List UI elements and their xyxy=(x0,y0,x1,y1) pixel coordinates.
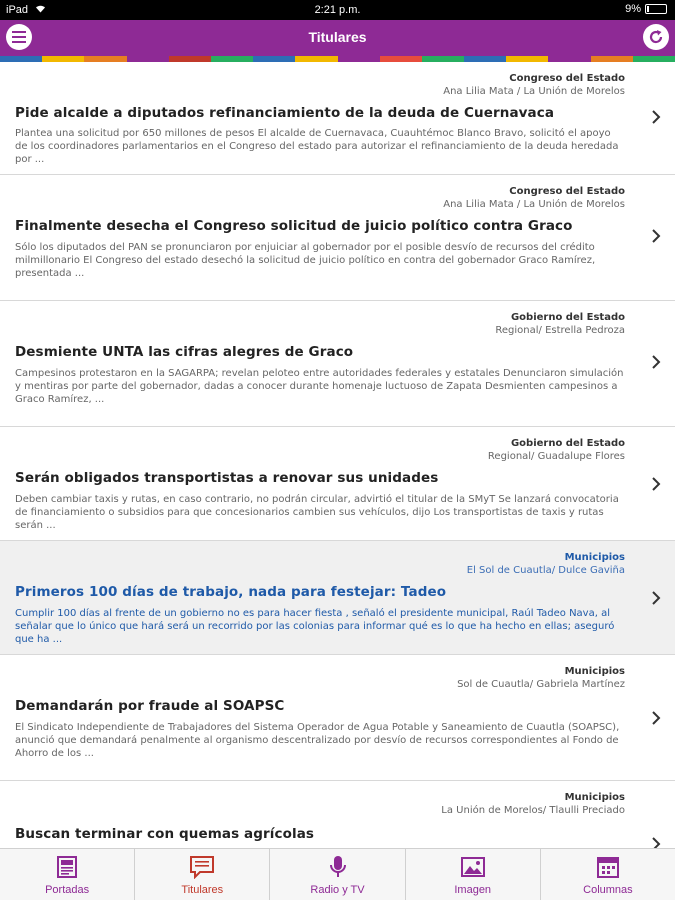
article-summary: Plantea una solicitud por 650 millones de pesos El alcalde de Cuernavaca, Cuauhtémoc Blanco Bravo, solicitó el apoyo de los coordinadores parlamentarios en el Congreso del estado para autorizar el refinanciamiento de la deuda heredada por ... xyxy=(15,128,619,165)
chevron-right-icon[interactable] xyxy=(649,355,663,369)
calendar-icon xyxy=(595,855,621,879)
article-headline[interactable]: Primeros 100 días de trabajo, nada para festejar: Tadeo xyxy=(15,584,447,600)
article-headline[interactable]: Pide alcalde a diputados refinanciamiento de la deuda de Cuernavaca xyxy=(15,105,555,121)
article-section: Gobierno del Estado xyxy=(510,438,625,449)
chevron-right-icon[interactable] xyxy=(649,110,663,124)
article-item[interactable] xyxy=(0,781,675,848)
chevron-right-icon[interactable] xyxy=(649,837,663,848)
article-author: El Sol de Cuautla/ Dulce Gaviña xyxy=(466,565,625,576)
article-author: La Unión de Morelos/ Tlaulli Preciado xyxy=(441,805,625,816)
newspaper-icon xyxy=(54,855,80,879)
article-summary: Campesinos protestaron en la SAGARPA; revelan peloteo entre autoridades federales y estatales Denunciaron simulación y mentiras por parte del gobernador, dadas a conocer durante homenaje luctuoso de Zapata Desmienten campesinos a Graco Ramírez, ... xyxy=(15,368,624,405)
battery-percent: 9% xyxy=(625,3,641,15)
chevron-right-icon[interactable] xyxy=(649,477,663,491)
tab-label: Portadas xyxy=(45,884,90,896)
speech-bubble-icon xyxy=(189,855,215,879)
tab-columnas[interactable] xyxy=(541,849,675,900)
microphone-icon xyxy=(325,855,351,879)
clock: 2:21 p.m. xyxy=(314,4,361,16)
article-headline[interactable]: Buscan terminar con quemas agrícolas xyxy=(15,826,315,842)
article-item[interactable] xyxy=(0,427,675,541)
article-author: Sol de Cuautla/ Gabriela Martínez xyxy=(457,679,625,690)
chevron-right-icon[interactable] xyxy=(649,591,663,605)
tab-label: Imagen xyxy=(454,884,492,896)
tab-label: Columnas xyxy=(583,884,633,896)
article-headline[interactable]: Desmiente UNTA las cifras alegres de Graco xyxy=(15,344,354,360)
article-section: Municipios xyxy=(564,552,625,563)
article-section: Congreso del Estado xyxy=(509,186,625,197)
headline-list[interactable] xyxy=(0,62,675,848)
article-author: Ana Lilia Mata / La Unión de Morelos xyxy=(443,199,625,210)
tab-portadas[interactable] xyxy=(0,849,135,900)
refresh-icon xyxy=(648,29,664,45)
app-header xyxy=(0,20,675,56)
battery-icon xyxy=(645,4,667,14)
refresh-button[interactable] xyxy=(643,24,669,50)
article-section: Municipios xyxy=(564,666,625,677)
article-section: Congreso del Estado xyxy=(509,73,625,84)
article-item[interactable] xyxy=(0,62,675,175)
chevron-right-icon[interactable] xyxy=(649,711,663,725)
article-headline[interactable]: Demandarán por fraude al SOAPSC xyxy=(15,698,285,714)
article-section: Municipios xyxy=(564,792,625,803)
article-summary: Cumplir 100 días al frente de un gobierno no es para hacer fiesta , señaló el presidente municipal, Raúl Tadeo Nava, al señalar que lo único que hará será un recorrido por las colonias para informar qué es lo que ha hecho en ellas; aseguró que ha ... xyxy=(15,608,615,645)
article-author: Ana Lilia Mata / La Unión de Morelos xyxy=(443,86,625,97)
tab-titulares[interactable] xyxy=(135,849,270,900)
status-bar xyxy=(0,0,675,20)
tab-imagen[interactable] xyxy=(406,849,541,900)
tab-radio-tv[interactable] xyxy=(270,849,405,900)
bottom-tab-bar xyxy=(0,848,675,900)
image-icon xyxy=(460,855,486,879)
tab-label: Titulares xyxy=(181,884,224,896)
article-author: Regional/ Estrella Pedroza xyxy=(495,325,625,336)
article-headline[interactable]: Serán obligados transportistas a renovar sus unidades xyxy=(15,470,439,486)
article-section: Gobierno del Estado xyxy=(510,312,625,323)
battery-status xyxy=(625,3,667,15)
tab-label: Radio y TV xyxy=(310,884,365,896)
article-item[interactable] xyxy=(0,175,675,301)
carrier-text: iPad xyxy=(6,4,29,16)
article-summary: Sólo los diputados del PAN se pronunciaron por enjuiciar al gobernador por el posible desvío de recursos del crédito milmillonario El Congreso del estado desechó la solicitud de juicio político en contra del gobernador Graco Ramírez, presentada ... xyxy=(15,242,596,279)
article-summary: Deben cambiar taxis y rutas, en caso contrario, no podrán circular, advirtió el titular de la SMyT Se lanzará convocatoria de financiamiento o subsidios para que concesionarios cambien sus vehículos, dijo Los transportistas de taxis y rutas serán ... xyxy=(15,494,619,531)
article-item[interactable] xyxy=(0,301,675,427)
article-author: Regional/ Guadalupe Flores xyxy=(487,451,625,462)
chevron-right-icon[interactable] xyxy=(649,229,663,243)
article-item-selected[interactable] xyxy=(0,541,675,655)
page-title: Titulares xyxy=(308,29,367,45)
article-item[interactable] xyxy=(0,655,675,781)
article-summary: El Sindicato Independiente de Trabajadores del Sistema Operador de Agua Potable y Saneamiento de Cuautla (SOAPSC), anunció que demandará penalmente al organismo descentralizado por desvío de recursos correspondientes al Fondo de Ahorro de los ... xyxy=(15,722,620,759)
article-headline[interactable]: Finalmente desecha el Congreso solicitud de juicio político contra Graco xyxy=(15,218,573,234)
